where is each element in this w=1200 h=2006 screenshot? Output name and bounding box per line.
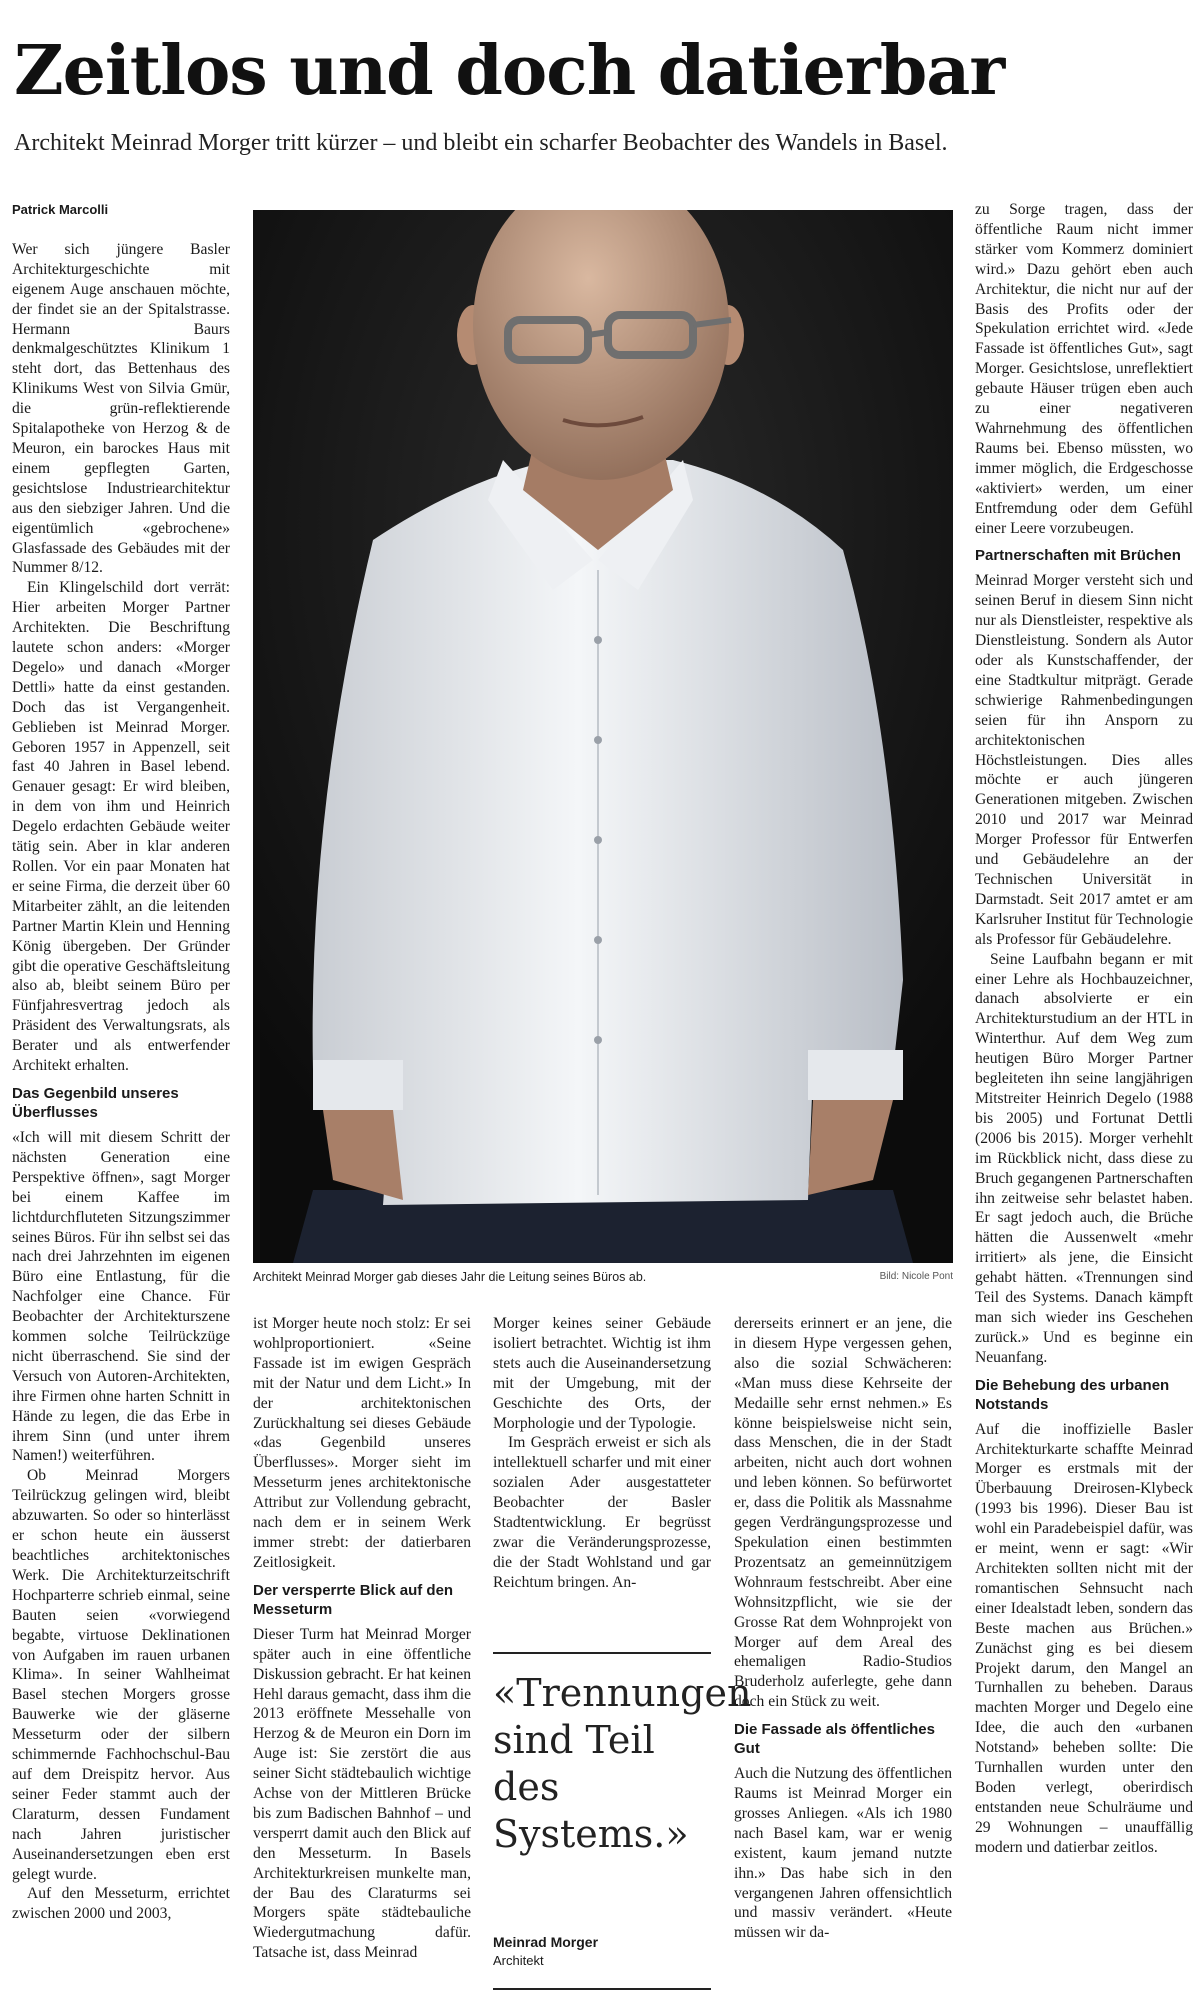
paragraph: Ob Meinrad Morgers Teilrückzug gelingen wird, bleibt abzuwarten. So oder so hinterlässt er schon heute ein äusserst beachtliches architektonisches Werk. Die Architekturzeitschrift Hochparterre schrieb einmal, seine Bauten seien «vorwiegend begabte, virtuose Deklinationen von Aufgaben im rauen urbanen Klima». In seiner Wahlheimat Basel stechen Morgers grosse Bauwerke wie der gläserne Messeturm oder der silbern schimmernde Fachhochschul-Bau auf dem Dreispitz hervor. Aus seiner Feder stammt auch der Claraturm, dessen Fundament nach Jahren juristischer Auseinandersetzungen eben erst gelegt wurde. (12, 1467, 230, 1883)
article-column-3 (493, 1314, 711, 1654)
paragraph: Meinrad Morger versteht sich und seinen Beruf in diesem Sinn nicht nur als Dienstleister, respektive als Dienstleistung. Sondern als Autor oder als Kunstschaffender, der eine Stadtkultur mitprägt. Gerade schwierige Rahmenbedingungen seien für ihn Ansporn zu architektonischen Höchstleistungen. Dies alles möchte er auch jüngeren Generationen mitgeben. Zwischen 2010 und 2017 war Meinrad Morger Professor für Entwerfen und Gebäudelehre an der Technischen Universität in Darmstadt. Seit 2017 amtet er am Karlsruher Institut für Technologie als Professor für Gebäudelehre. (975, 572, 1193, 948)
quote-text: «Trennungen sind Teil des Systems.» (493, 1671, 752, 1856)
divider (493, 1988, 711, 1990)
paragraph: Auf die inoffizielle Basler Architekturkarte schaffte Meinrad Morger es erstmals mit der Überbauung Dreirosen-Klybeck (1993 bis 1996). Dieser Bau ist wohl ein Paradebeispiel dafür, was er meint, wenn er sagt: «Wir Architekten sollten nicht mit der romantischen Sehnsucht nach einer Idealstadt leben, sondern das Beste machen aus Brüchen.» Zunächst ging es bei diesem Projekt darum, den Mangel an Turnhallen zu beheben. Daraus machten Morger und Degelo eine Idee, die auch den «urbanen Notstand» beheben sollte: Die Turnhallen wurden unter den Boden verlegt, oberirdisch entstanden neue Schulräume und 29 Wohnungen – unauffällig modern und datierbar zeitlos. (975, 1420, 1193, 1856)
subheading: Der versperrte Blick auf den Messeturm (253, 1581, 454, 1618)
author-byline: Patrick Marcolli (12, 202, 109, 217)
paragraph: ist Morger heute noch stolz: Er sei wohlproportioniert. «Seine Fassade ist im ewigen Gespräch mit der Natur und dem Licht.» In der architektonischen Zurückhaltung sei dieses Gebäude «das Gegenbild unseres Überflusses». Morger sieht im Messeturm jenes architektonische Attribut zur Vollendung gebracht, nach dem er in seinem Werk immer strebt: der datierbaren Zeitlosigkeit. (253, 1315, 471, 1571)
subheading: Die Behebung des urbanen Notstands (975, 1376, 1170, 1413)
photo-credit: Bild: Nicole Pont (879, 1271, 953, 1282)
article-column-4 (734, 1314, 952, 2004)
portrait-photo (253, 210, 953, 1263)
subheading: Die Fassade als öffentliches Gut (734, 1721, 935, 1758)
quote-role: Architekt (493, 1953, 544, 1968)
subtitle: Architekt Meinrad Morger tritt kürzer – und bleibt ein scharfer Beobachter des Wandels in Basel. (14, 130, 948, 156)
paragraph: Im Gespräch erweist er sich als intellektuell scharfer und mit einer sozialen Ader ausgestatteter Beobachter der Basler Stadtentwicklung. Er begrüsst zwar die Veränderungsprozesse, die der Stadt Wohlstand und gar Reichtum bringen. An- (493, 1434, 711, 1591)
photo-caption (253, 1268, 953, 1290)
portrait-illustration (253, 210, 953, 1263)
article-column-2 (253, 1314, 471, 2004)
paragraph: Auch die Nutzung des öffentlichen Raums ist Meinrad Morger ein grosses Anliegen. «Als ich 1980 nach Basel kam, war er wenig existent, kaum jemand nutzte ihn.» Das habe sich in den vergangenen Jahren offensichtlich und massiv verändert. «Heute müssen wir da- (734, 1765, 952, 1942)
paragraph: Seine Laufbahn begann er mit einer Lehre als Hochbauzeichner, danach absolvierte er ein Architekturstudium an der HTL in Winterthur. Auf dem Weg zum heutigen Büro Morger Partner begleiteten ihn seine langjährigen Mitstreiter Heinrich Degelo (1988 bis 2005) und Fortunat Dettli (2006 bis 2015). Morger verhehlt im Rückblick nicht, dass diese zu Bruch gegangenen Partnerschaften ihn zeitweise sehr belastet haben. Er sagt jedoch auch, die Brüche hätten die Aussenwelt «mehr irritiert» als jene, die Einsicht gehabt hätten. «Trennungen sind Teil des Systems. Danach kämpft man sich wieder ins Geschehen zurück.» Und es beginne ein Neuanfang. (975, 950, 1193, 1366)
caption-text: Architekt Meinrad Morger gab dieses Jahr die Leitung seines Büros ab. (253, 1270, 647, 1284)
subheading: Das Gegenbild unseres Überflusses (12, 1084, 179, 1121)
paragraph: dererseits erinnert er an jene, die in diesem Hype vergessen gehen, also die sozial Schwächeren: «Man muss diese Kehrseite der Medaille sehr ernst nehmen.» Es könne beispielsweise nicht sein, dass Menschen, die in der Stadt arbeiten, nicht auch dort wohnen und leben können. So befürwortet er, dass die Politik als Massnahme gegen Verdrängungsprozesse und Spekulation einen bestimmten Prozentsatz an gemeinnützigem Wohnraum festschreibt. Aber eine Wohnsitzpflicht, wie sie der Grosse Rat dem Wohnprojekt von Morger auf dem Areal des ehemaligen Radio-Studios Bruderholz auferlegte, gehe dann doch ein Stück zu weit. (734, 1315, 952, 1711)
divider (493, 1652, 711, 1654)
headline: Zeitlos und doch datierbar (14, 31, 1005, 111)
paragraph: zu Sorge tragen, dass der öffentliche Raum nicht immer stärker vom Kommerz dominiert wird.» Dazu gehört eben auch Architektur, die nicht nur auf der Basis des Profits oder der Spekulation errichtet wird. «Jede Fassade ist öffentliches Gut», sagt Morger. Gesichtslose, unreflektiert gebaute Häuser trügen eben auch zu einer negativeren Wahrnehmung des öffentlichen Raums bei. Ebenso müssten, wo immer möglich, die Erdgeschosse «aktiviert» werden, um einer Entfremdung oder dem Gefühl einer Leere vorzubeugen. (975, 201, 1193, 537)
paragraph: Auf den Messeturm, errichtet zwischen 2000 und 2003, (12, 1885, 230, 1923)
paragraph: Wer sich jüngere Basler Architekturgeschichte mit eigenem Auge anschauen möchte, der findet sie an der Spitalstrasse. Hermann Baurs denkmalgeschütztes Klinikum 1 steht dort, das Bettenhaus des Klinikums West von Silvia Gmür, die grün-reflektierende Spitalapotheke von Herzog & de Meuron, ein barockes Haus mit einem gepflegten Garten, gesichtslose Industriearchitektur aus den siebziger Jahren. Und die eigentümlich «gebrochene» Glasfassade des Gebäudes mit der Nummer 8/12. (12, 240, 230, 577)
pull-quote (493, 1652, 752, 2002)
paragraph: Dieser Turm hat Meinrad Morger später auch in eine öffentliche Diskussion gebracht. Er hat keinen Hehl daraus gemacht, dass ihm die 2013 eröffnete Messehalle von Herzog & de Meuron ein Dorn im Auge ist: Sie zerstört die aus seiner Sicht städtebaulich wichtige Achse von der Mittleren Brücke bis zum Badischen Bahnhof – und versperrt damit auch den Blick auf den Messeturm. In Basels Architekturkreisen munkelte man, der Bau des Claraturms sei Morgers späte städtebauliche Wiedergutmachung dafür. Tatsache ist, dass Meinrad (253, 1625, 471, 1962)
paragraph: «Ich will mit diesem Schritt der nächsten Generation eine Perspektive öffnen», sagt Morger bei einem Kaffee im lichtdurchfluteten Sitzungszimmer seines Büros. Für ihn selbst sei das nach drei Jahrzehnten im eigenen Büro eine Entlastung, für die Nachfolger eine Chance. Für Beobachter der Architekturszene kommen solche Teilrückzüge nicht überraschend. Sie sind der Versuch von Autoren-Architekten, ihre Firmen ohne harten Schnitt in Hände zu legen, die das Erbe in ihrem Sinn (und unter ihrem Namen!) weiterführen. (12, 1128, 230, 1465)
article-column-5 (975, 200, 1193, 2000)
quote-author: Meinrad Morger (493, 1934, 599, 1950)
paragraph: Morger keines seiner Gebäude isoliert betrachtet. Wichtig ist ihm stets auch die Auseinandersetzung mit der Umgebung, mit der Geschichte des Orts, der Morphologie und der Typologie. (493, 1315, 711, 1432)
paragraph: Ein Klingelschild dort verrät: Hier arbeiten Morger Partner Architekten. Die Beschriftung lautete schon anders: «Morger Degelo» und danach «Morger Dettli» hatte da einst gestanden. Doch das ist Vergangenheit. Geblieben ist Meinrad Morger. Geboren 1957 in Appenzell, seit fast 40 Jahren in Basel lebend. Genauer gesagt: Er wird bleiben, in dem von ihm und Heinrich Degelo erdachten Gebäude weiter tätig sein. Aber in klar anderen Rollen. Vor ein paar Monaten hat er seine Firma, die derzeit über 60 Mitarbeiter zählt, an die leitenden Partner Martin Klein und Henning König übergeben. Der Gründer gibt die operative Geschäftsleitung also ab, bleibt seinem Büro per Fünfjahresvertrag jedoch als Präsident des Verwaltungsrats, als Berater und als entwerfender Architekt erhalten. (12, 579, 230, 1075)
article-column-1 (12, 200, 230, 2000)
subheading: Partnerschaften mit Brüchen (975, 547, 1181, 565)
